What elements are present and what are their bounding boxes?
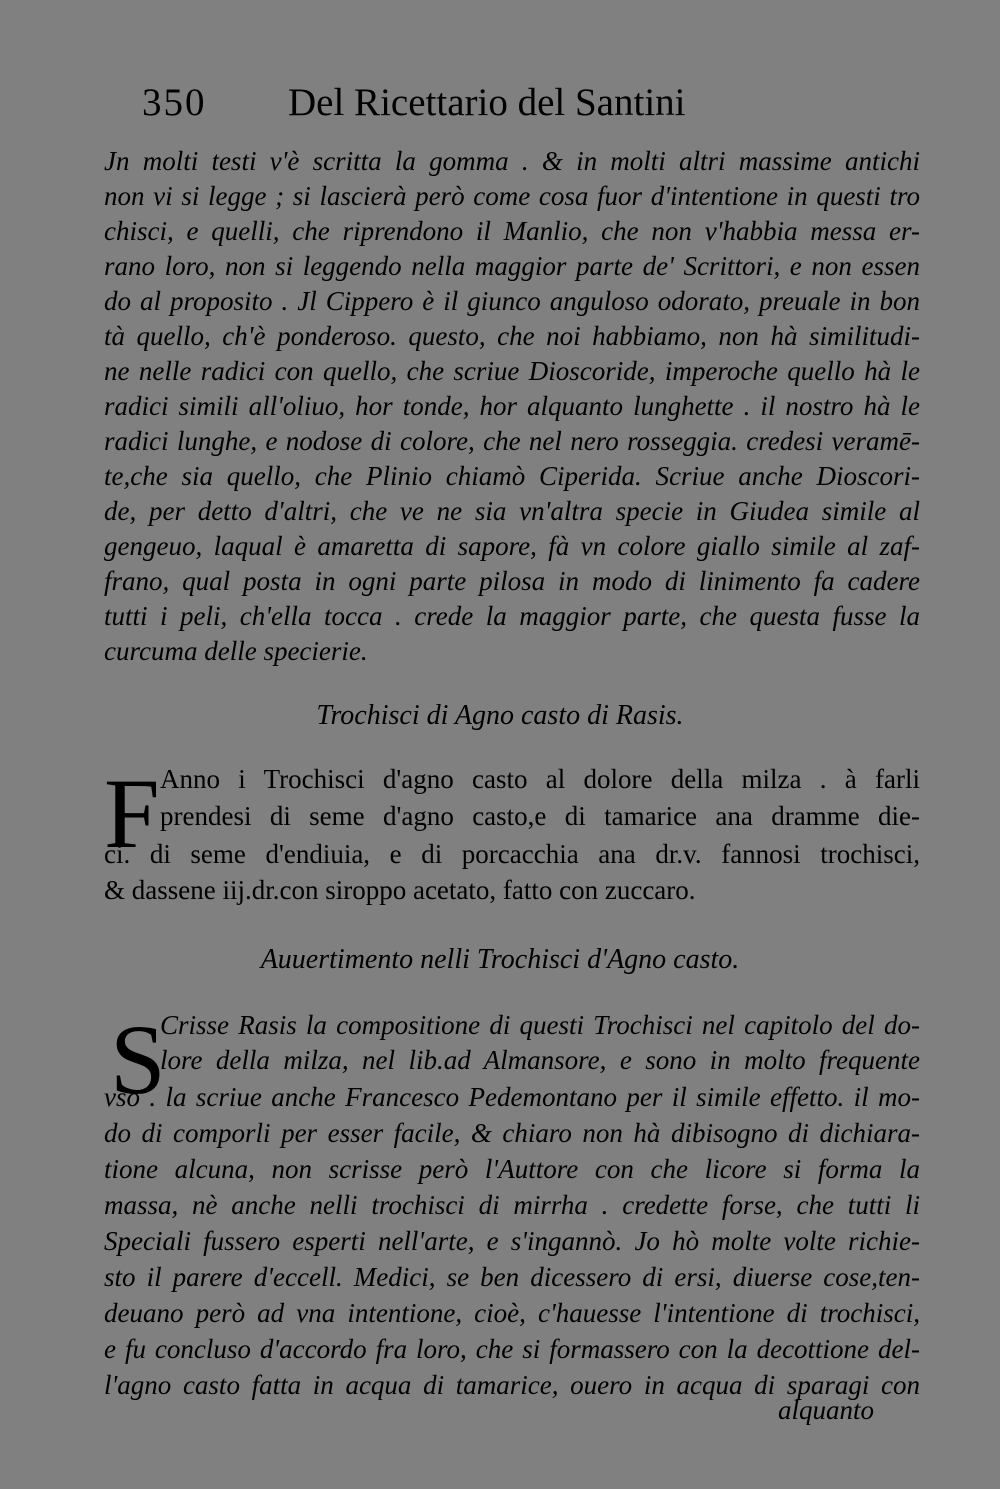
text-line: do di comporli per esser facile, & chiaro non hà dibisogno di dichiara- [104, 1118, 920, 1148]
text-line: tà quello, ch'è ponderoso. questo, che noi habbiamo, non hà similitudi- [104, 321, 920, 351]
text-line: e fu concluso d'accordo fra loro, che si formassero con la decottione del- [104, 1334, 920, 1364]
text-line: l'agno casto fatta in acqua di tamarice, ouero in acqua di sparagi con [104, 1370, 920, 1400]
text-line: Crisse Rasis la compositione di questi Trochisci nel capitolo del do- [160, 1010, 920, 1040]
text-line: chisci, e quelli, che riprendono il Manlio, che non v'habbia messa er- [104, 216, 920, 246]
text-line: Anno i Trochisci d'agno casto al dolore della milza . à farli [160, 764, 920, 794]
text-line: de, per detto d'altri, che ve ne sia vn'altra specie in Giudea simile al [104, 496, 920, 526]
running-title: Del Ricettario del Santini [288, 81, 686, 124]
text-line: tutti i peli, ch'ella tocca . crede la maggior parte, che questa fusse la [104, 601, 920, 631]
text-line: sto il parere d'eccell. Medici, se ben dicessero di ersi, diuerse cose,ten- [104, 1262, 920, 1292]
text-line: radici simili all'oliuo, hor tonde, hor alquanto lunghette . il nostro hà le [104, 391, 920, 421]
text-line: ne nelle radici con quello, che scriue Dioscoride, imperoche quello hà le [104, 356, 920, 386]
text-line: curcuma delle specierie. [104, 636, 368, 666]
text-line: massa, nè anche nelli trochisci di mirrha . credette forse, che tutti li [104, 1190, 920, 1220]
text-line: & dassene iij.dr.con siroppo acetato, fatto con zuccaro. [104, 875, 696, 905]
drop-cap: F [104, 758, 160, 869]
text-line: Speciali fussero esperti nell'arte, e s'ingannò. Jo hò molte volte richie- [104, 1226, 920, 1256]
text-line: non vi si legge ; si lascierà però come cosa fuor d'intentione in questi tro [104, 181, 920, 211]
text-line: frano, qual posta in ogni parte pilosa in modo di linimento fa cadere [104, 566, 920, 596]
text-line: gengeuo, laqual è amaretta di sapore, fà vn colore giallo simile al zaf- [104, 531, 920, 561]
text-line: radici lunghe, e nodose di colore, che nel nero rosseggia. credesi veramē- [104, 426, 920, 456]
text-line: ci. di seme d'endiuia, e di porcacchia ana dr.v. fannosi trochisci, [104, 839, 920, 869]
catchword: alquanto [778, 1395, 875, 1425]
text-line: prendesi di seme d'agno casto,e di tamarice ana dramme die- [160, 801, 920, 831]
text-line: deuano però ad vna intentione, cioè, c'hauesse l'intentione di trochisci, [104, 1298, 920, 1328]
section-heading: Trochisci di Agno casto di Rasis. [316, 700, 684, 731]
text-line: lore della milza, nel lib.ad Almansore, e sono in molto frequente [160, 1045, 920, 1075]
text-line: rano loro, non si leggendo nella maggior parte de' Scrittori, e non essen [104, 251, 920, 281]
section-heading: Auuertimento nelli Trochisci d'Agno casto. [260, 944, 740, 975]
drop-cap: S [110, 1004, 166, 1115]
text-line: Jn molti testi v'è scritta la gomma . & in molti altri massime antichi [104, 146, 920, 176]
page-header [142, 78, 762, 128]
page-number: 350 [142, 81, 207, 124]
text-line: te,che sia quello, che Plinio chiamò Ciperida. Scriue anche Dioscori- [104, 461, 920, 491]
text-line: vso . la scriue anche Francesco Pedemontano per il simile effetto. il mo- [104, 1082, 920, 1112]
text-line: do al proposito . Jl Cippero è il giunco anguloso odorato, preuale in bon [104, 286, 920, 316]
text-line: tione alcuna, non scrisse però l'Auttore con che licore si forma la [104, 1154, 920, 1184]
